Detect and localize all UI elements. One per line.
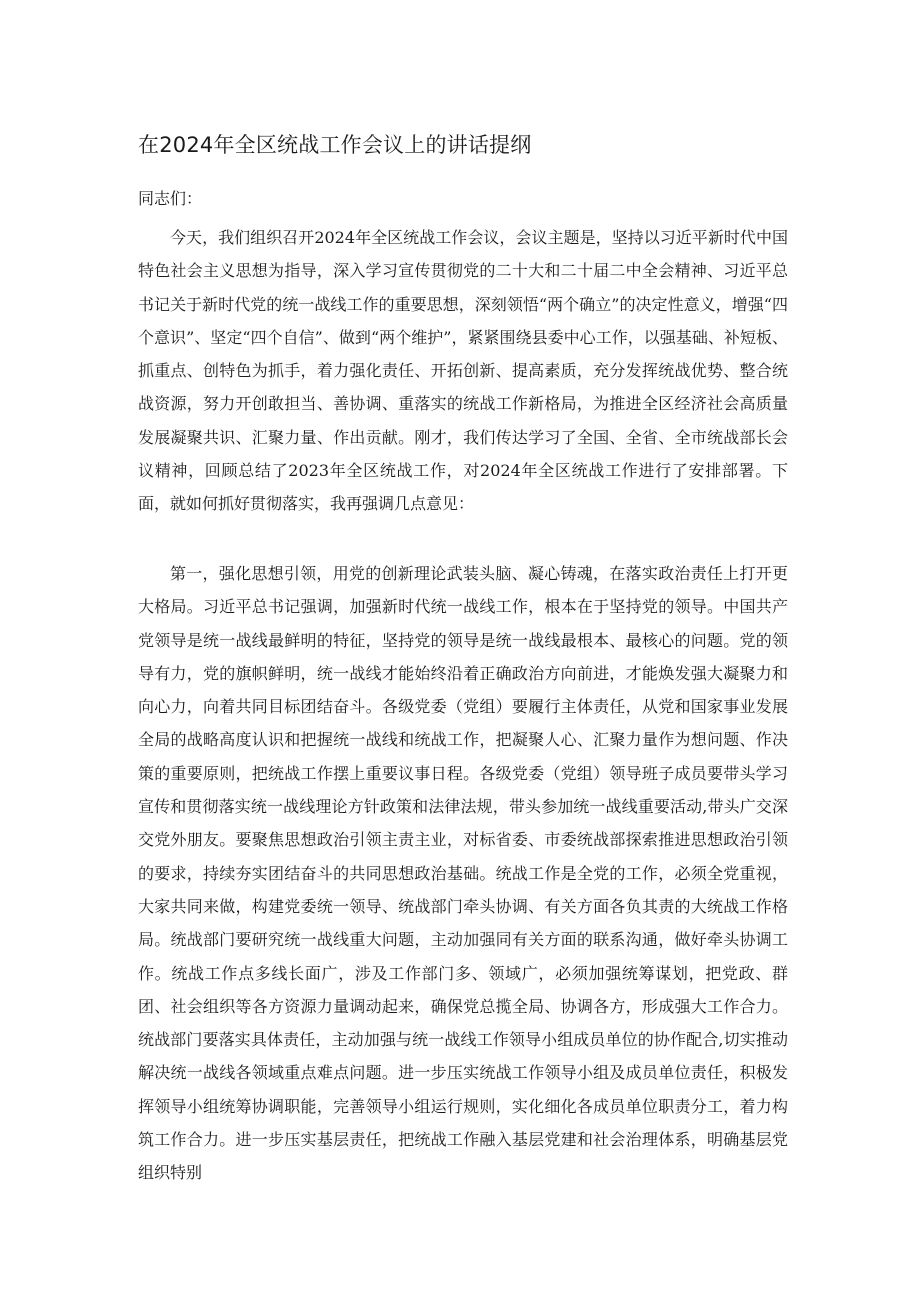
body-paragraph: 今天，我们组织召开2024年全区统战工作会议，会议主题是，坚持以习近平新时代中国特色社会主义思想为指导，深入学习宣传贯彻党的二十大和二十届二中全会精神、习近平总书记关于新时代党的统一战线工作的重要思想，深刻领悟“两个确立”的决定性意义，增强“四个意识”、坚定“四个自信”、做到“两个维护”，紧紧围绕县委中心工作，以强基础、补短板、抓重点、创特色为抓手，着力强化责任、开拓创新、提高素质，充分发挥统战优势、整合统战资源，努力开创敢担当、善协调、重落实的统战工作新格局，为推进全区经济社会高质量发展凝聚共识、汇聚力量、作出贡献。刚才，我们传达学习了全国、全省、全市统战部长会议精神，回顾总结了2023年全区统战工作，对2024年全区统战工作进行了安排部署。下面，就如何抓好贯彻落实，我再强调几点意见： <box>138 228 788 514</box>
salutation: 同志们： <box>138 189 203 208</box>
body-paragraph: 第一，强化思想引领，用党的创新理论武装头脑、凝心铸魂，在落实政治责任上打开更大格局。习近平总书记强调，加强新时代统一战线工作，根本在于坚持党的领导。中国共产党领导是统一战线最鲜明的特征，坚持党的领导是统一战线最根本、最核心的问题。党的领导有力，党的旗帜鲜明，统一战线才能始终沿着正确政治方向前进，才能焕发强大凝聚力和向心力，向着共同目标团结奋斗。各级党委（党组）要履行主体责任，从党和国家事业发展全局的战略高度认识和把握统一战线和统战工作，把凝聚人心、汇聚力量作为想问题、作决策的重要原则，把统战工作摆上重要议事日程。各级党委（党组）领导班子成员要带头学习宣传和贯彻落实统一战线理论方针政策和法律法规，带头参加统一战线重要活动,带头广交深交党外朋友。要聚焦思想政治引领主责主业，对标省委、市委统战部探索推进思想政治引领的要求，持续夯实团结奋斗的共同思想政治基础。统战工作是全党的工作，必须全党重视，大家共同来做，构建党委统一领导、统战部门牵头协调、有关方面各负其责的大统战工作格局。统战部门要研究统一战线重大问题，主动加强同有关方面的联系沟通，做好牵头协调工作。统战工作点多线长面广，涉及工作部门多、领域广，必须加强统筹谋划，把党政、群团、社会组织等各方资源力量调动起来，确保党总揽全局、协调各方，形成强大工作合力。统战部门要落实具体责任，主动加强与统一战线工作领导小组成员单位的协作配合,切实推动解决统一战线各领域重点难点问题。进一步压实统战工作领导小组及成员单位责任，积极发挥领导小组统筹协调职能，完善领导小组运行规则，实化细化各成员单位职责分工，着力构筑工作合力。进一步压实基层责任，把统战工作融入基层党建和社会治理体系，明确基层党组织特别 <box>138 564 788 1183</box>
document-title: 在2024年全区统战工作会议上的讲话提纲 <box>138 133 532 157</box>
